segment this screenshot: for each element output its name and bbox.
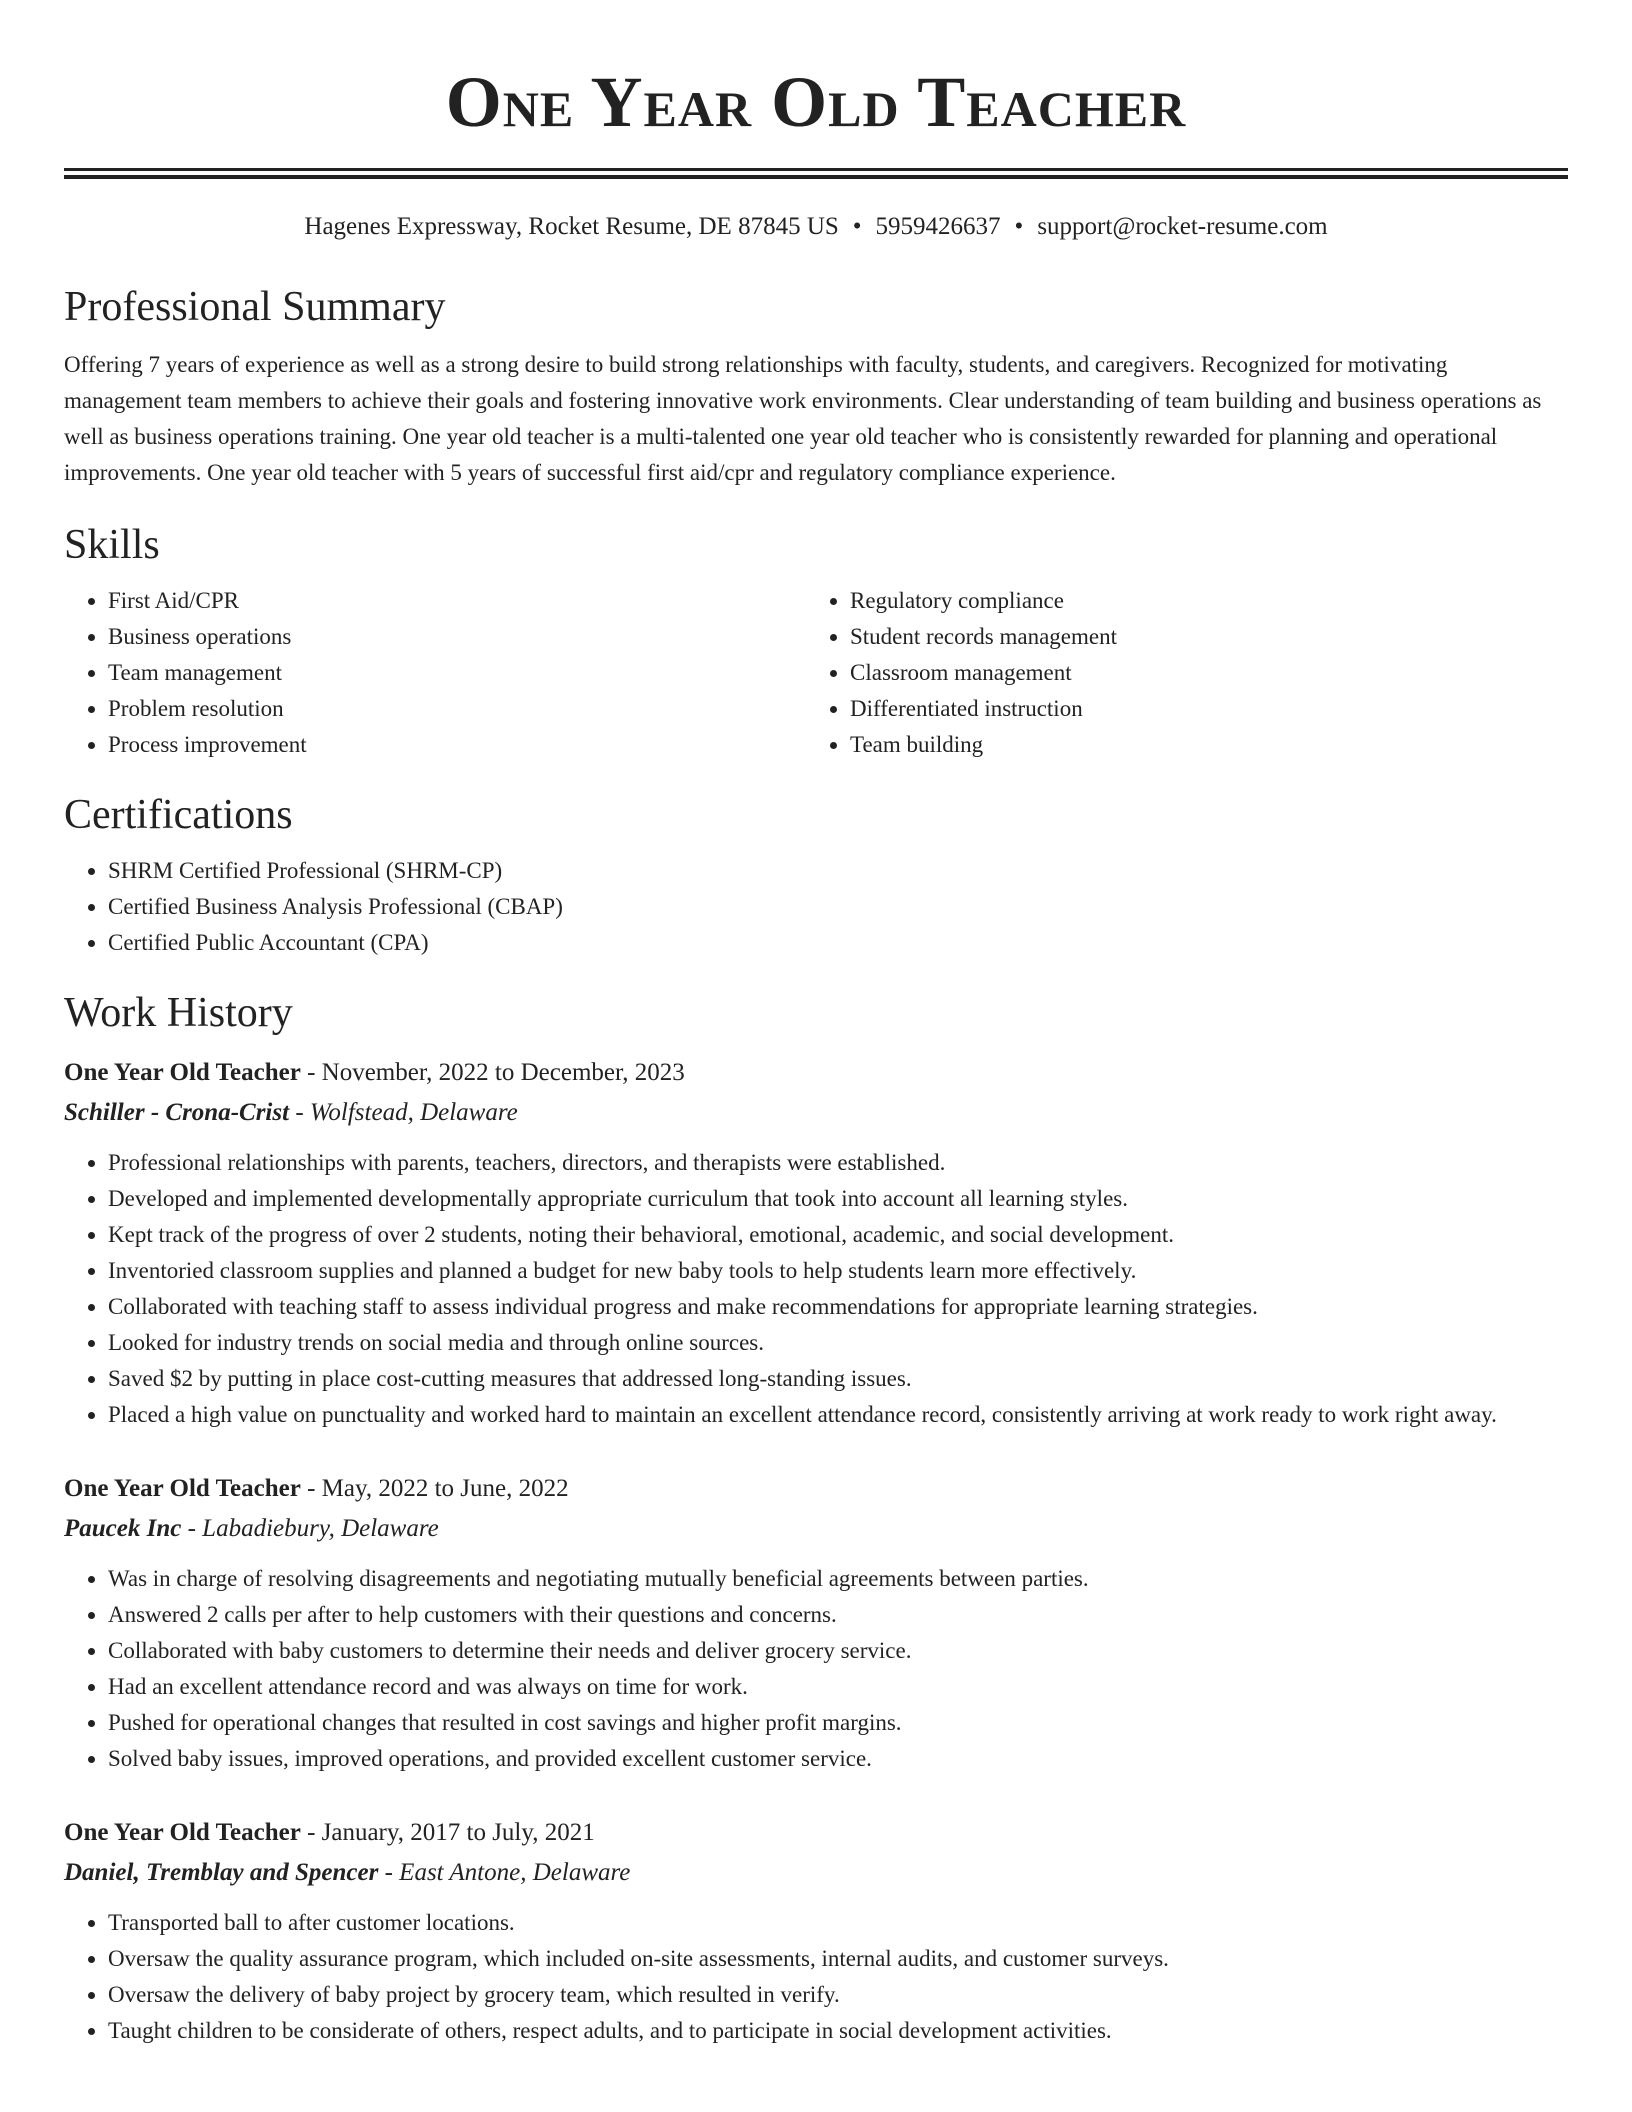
- certification-item: • Certified Business Analysis Professional (CBAP): [108, 889, 1568, 925]
- summary-text: Offering 7 years of experience as well as a strong desire to build strong relationships with faculty, students, and caregivers. Recognized for motivating management team members to achieve their goals and fostering innovative work environments. Clear understanding of team building and business operations as well as business operations training. One year old teacher is a multi-talented one year old teacher who is consistently rewarded for planning and operational improvements. One year old teacher with 5 years of successful first aid/cpr and regulatory compliance experience.: [64, 352, 1542, 485]
- job-bullets: [64, 1561, 1568, 1777]
- skills-columns: [64, 583, 1568, 763]
- job-bullets: [64, 1905, 1568, 2049]
- company-name: Daniel, Tremblay and Spencer: [64, 1859, 379, 1886]
- contact-email[interactable]: support@rocket-resume.com: [1037, 213, 1328, 240]
- job-entry: [64, 1813, 1568, 2049]
- contact-separator: •: [852, 213, 862, 240]
- job-title: One Year Old Teacher: [64, 1059, 301, 1086]
- job-bullet: • Transported ball to after customer locations.: [108, 1905, 1568, 1941]
- skill-item: • Problem resolution: [108, 691, 806, 727]
- resume-page: [64, 0, 1568, 2049]
- job-bullet: • Answered 2 calls per after to help customers with their questions and concerns.: [108, 1597, 1568, 1633]
- job-bullet: • Had an excellent attendance record and was always on time for work.: [108, 1669, 1568, 1705]
- job-bullet: • Developed and implemented developmentally appropriate curriculum that took into account all learning styles.: [108, 1181, 1568, 1217]
- certifications-heading: Certifications: [64, 792, 293, 838]
- skill-item: • Regulatory compliance: [850, 583, 1548, 619]
- contact-address: Hagenes Expressway, Rocket Resume, DE 87845 US: [304, 213, 839, 240]
- skill-item: • Differentiated instruction: [850, 691, 1548, 727]
- job-bullets: [64, 1145, 1568, 1433]
- summary-heading: Professional Summary: [64, 284, 446, 330]
- job-bullet: • Was in charge of resolving disagreements and negotiating mutually beneficial agreements between parties.: [108, 1561, 1568, 1597]
- job-bullet: • Placed a high value on punctuality and worked hard to maintain an excellent attendance record, consistently arriving at work ready to work right away.: [108, 1397, 1568, 1433]
- certifications-list: [64, 853, 1568, 961]
- job-bullet: • Collaborated with teaching staff to assess individual progress and make recommendations for appropriate learning strategies.: [108, 1289, 1568, 1325]
- job-bullet: • Saved $2 by putting in place cost-cutting measures that addressed long-standing issues.: [108, 1361, 1568, 1397]
- skill-item: • Student records management: [850, 619, 1548, 655]
- skill-item: • Team management: [108, 655, 806, 691]
- skill-item: • Business operations: [108, 619, 806, 655]
- contact-phone: 5959426637: [875, 213, 1001, 240]
- job-title-line: [64, 1053, 1568, 1093]
- job-dates: - January, 2017 to July, 2021: [300, 1819, 595, 1846]
- certification-item: • SHRM Certified Professional (SHRM-CP): [108, 853, 1568, 889]
- job-bullet: • Oversaw the delivery of baby project by grocery team, which resulted in verify.: [108, 1977, 1568, 2013]
- company-location: - Labadiebury, Delaware: [181, 1515, 439, 1542]
- company-line: [64, 1509, 1568, 1549]
- contact-line: [64, 211, 1568, 243]
- header-double-rule: [64, 168, 1568, 179]
- certification-item: • Certified Public Accountant (CPA): [108, 925, 1568, 961]
- job-title: One Year Old Teacher: [64, 1475, 301, 1502]
- job-bullet: • Pushed for operational changes that resulted in cost savings and higher profit margins.: [108, 1705, 1568, 1741]
- work-history-heading: Work History: [64, 990, 293, 1036]
- job-title-line: [64, 1813, 1568, 1853]
- job-bullet: • Kept track of the progress of over 2 students, noting their behavioral, emotional, academic, and social development.: [108, 1217, 1568, 1253]
- company-location: - Wolfstead, Delaware: [289, 1099, 518, 1126]
- job-bullet: • Solved baby issues, improved operations, and provided excellent customer service.: [108, 1741, 1568, 1777]
- job-bullet: • Professional relationships with parents, teachers, directors, and therapists were established.: [108, 1145, 1568, 1181]
- candidate-name: One Year Old Teacher: [445, 62, 1187, 142]
- job-entry: [64, 1469, 1568, 1777]
- job-bullet: • Oversaw the quality assurance program, which included on-site assessments, internal audits, and customer surveys.: [108, 1941, 1568, 1977]
- company-line: [64, 1853, 1568, 1893]
- job-bullet: • Looked for industry trends on social media and through online sources.: [108, 1325, 1568, 1361]
- company-name: Schiller - Crona-Crist: [64, 1099, 290, 1126]
- skills-heading: Skills: [64, 522, 160, 568]
- job-title: One Year Old Teacher: [64, 1819, 301, 1846]
- job-bullet: • Taught children to be considerate of others, respect adults, and to participate in social development activities.: [108, 2013, 1568, 2049]
- skill-item: • Process improvement: [108, 727, 806, 763]
- skill-item: • Classroom management: [850, 655, 1548, 691]
- skill-item: • First Aid/CPR: [108, 583, 806, 619]
- job-entry: [64, 1053, 1568, 1433]
- contact-separator: •: [1014, 213, 1024, 240]
- job-bullet: • Inventoried classroom supplies and planned a budget for new baby tools to help students learn more effectively.: [108, 1253, 1568, 1289]
- company-line: [64, 1093, 1568, 1133]
- company-name: Paucek Inc: [64, 1515, 182, 1542]
- job-dates: - May, 2022 to June, 2022: [300, 1475, 569, 1502]
- skills-column-right: [806, 583, 1548, 763]
- skills-column-left: [64, 583, 806, 763]
- job-dates: - November, 2022 to December, 2023: [300, 1059, 685, 1086]
- job-bullet: • Collaborated with baby customers to determine their needs and deliver grocery service.: [108, 1633, 1568, 1669]
- company-location: - East Antone, Delaware: [378, 1859, 631, 1886]
- skill-item: • Team building: [850, 727, 1548, 763]
- job-title-line: [64, 1469, 1568, 1509]
